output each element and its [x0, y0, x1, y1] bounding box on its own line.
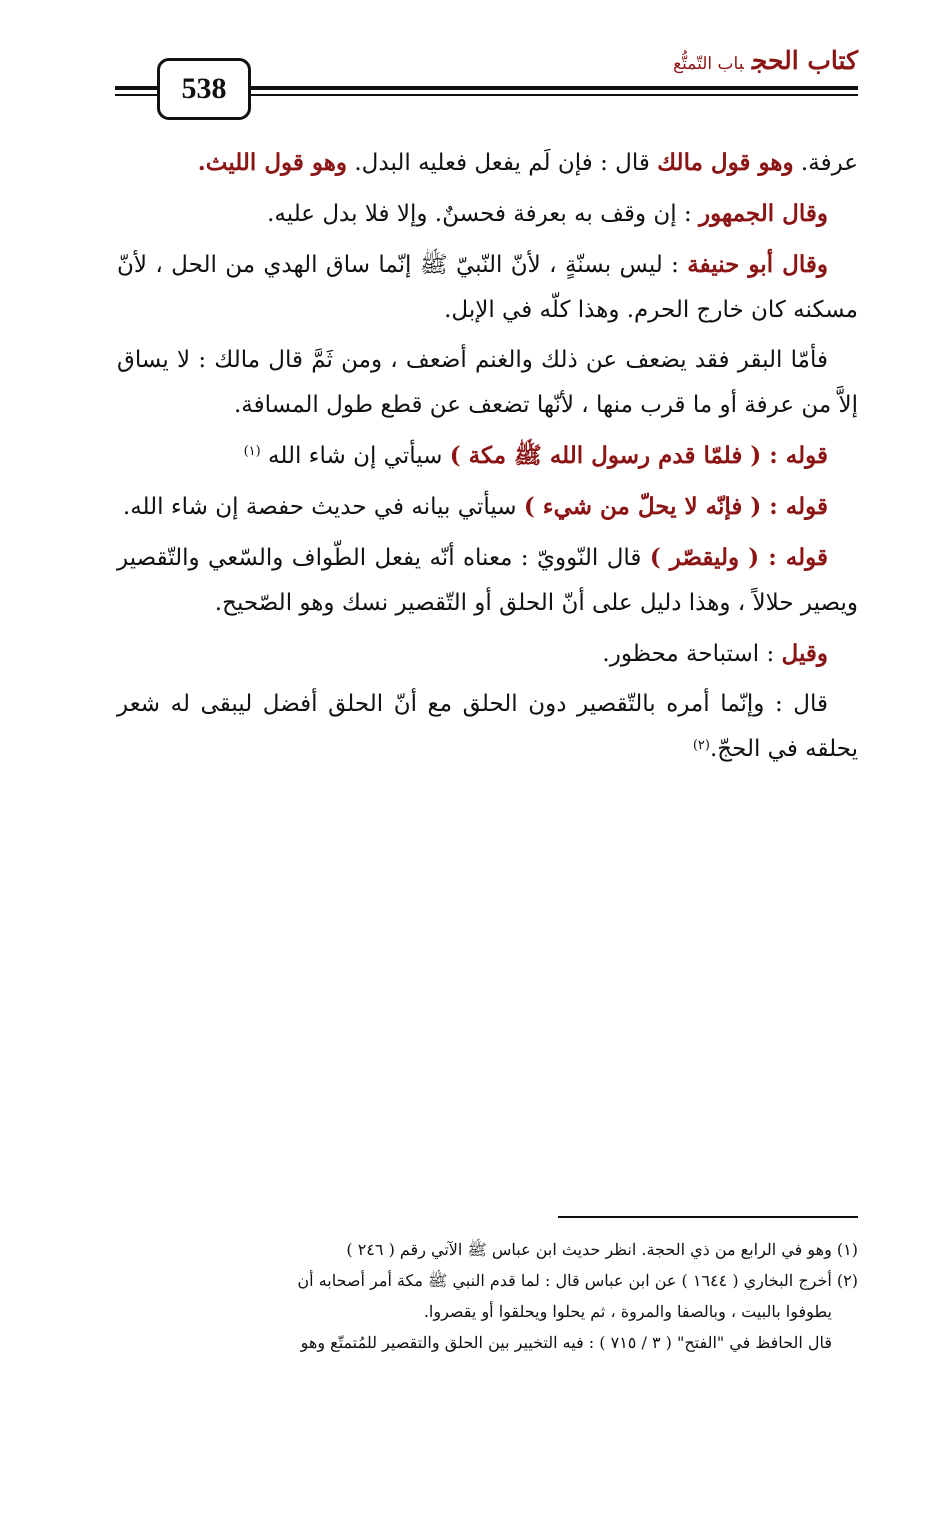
- text: سيأتي بيانه في حديث حفصة إن شاء الله.: [122, 494, 524, 520]
- footnotes: [117, 1236, 858, 1360]
- footnote-ref[interactable]: (٢): [692, 738, 710, 753]
- paragraph-4: فأمّا البقر فقد يضعف عن ذلك والغنم أضعف ، ومن ثَمَّ قال مالك : لا يساق إلاَّ من عرفة أو ما قرب منها ، لأنّها تضعف عن قطع طول المسافة.: [117, 347, 858, 418]
- main-text: [117, 140, 858, 777]
- chapter-title: باب التّمتُّع: [673, 54, 744, 74]
- footnote-2-quote: قال الحافظ في "الفتح" ( ٣ / ٧١٥ ) : فيه التخيير بين الحلق والتقصير للمُتمتّع وهو: [300, 1333, 832, 1352]
- paragraph-8: [117, 631, 858, 677]
- highlight-text: وقيل: [781, 640, 828, 667]
- paragraph-1: [117, 140, 858, 186]
- text: .: [197, 149, 206, 176]
- text: قال النّوويّ : معناه أنّه يفعل الطّواف والسّعي والتّقصير ويصير حلالاً ، وهذا دليل على أنّ الحلق أو التّقصير نسك وهو الصّحيح.: [117, 545, 858, 616]
- footnote-1: (١) وهو في الرابع من ذي الحجة. انظر حديث ابن عباس ﷺ الآتي رقم ( ٢٤٦ ): [346, 1240, 858, 1259]
- paragraph-6: [117, 484, 858, 530]
- highlight-text: وهو قول مالك: [657, 149, 794, 176]
- footnote-2-continued: يطوفوا بالبيت ، وبالصفا والمروة ، ثم يحلوا ويحلقوا أو يقصروا.: [423, 1302, 832, 1321]
- page-number: 538: [157, 58, 251, 120]
- footnote-ref[interactable]: (١): [243, 444, 261, 459]
- highlight-text: وقال الجمهور: [699, 200, 828, 227]
- highlight-text: وهو قول الليث: [205, 149, 348, 176]
- highlight-text: قوله : ( فإنّه لا يحلّ من شيء ): [523, 493, 828, 520]
- running-header: [673, 46, 858, 75]
- paragraph-5: [117, 433, 858, 479]
- highlight-text: قوله : ( وليقصّر ): [649, 544, 828, 571]
- text: : ليس بسنّةٍ ، لأنّ النّبيّ ﷺ إنّما ساق الهدي من الحل ، لأنّ مسكنه كان خارج الحرم. وهذا كلّه في الإبل.: [117, 252, 858, 323]
- footnote-separator: [558, 1216, 858, 1218]
- paragraph-7: [117, 535, 858, 626]
- highlight-text: قوله : ( فلمّا قدم رسول الله ﷺ مكة ): [449, 442, 828, 469]
- text: : استباحة محظور.: [602, 641, 782, 667]
- text: قال : فإن لَم يفعل فعليه البدل.: [347, 150, 658, 176]
- text: قال : وإنّما أمره بالتّقصير دون الحلق مع أنّ الحلق أفضل ليبقى له شعر يحلقه في الحجّ.: [117, 691, 858, 762]
- paragraph-9: [117, 682, 858, 772]
- text: سيأتي إن شاء الله: [260, 443, 450, 469]
- highlight-text: وقال أبو حنيفة: [687, 251, 828, 278]
- footnote-2: (٢) أخرج البخاري ( ١٦٤٤ ) عن ابن عباس قال : لما قدم النبي ﷺ مكة أمر أصحابه أن: [297, 1271, 858, 1290]
- book-title: كتاب الحج: [751, 46, 858, 75]
- paragraph-3: [117, 242, 858, 333]
- paragraph-2: [117, 191, 858, 237]
- text: : إن وقف به بعرفة فحسنٌ. وإلا فلا بدل عليه.: [267, 201, 700, 227]
- text: عرفة.: [793, 150, 858, 176]
